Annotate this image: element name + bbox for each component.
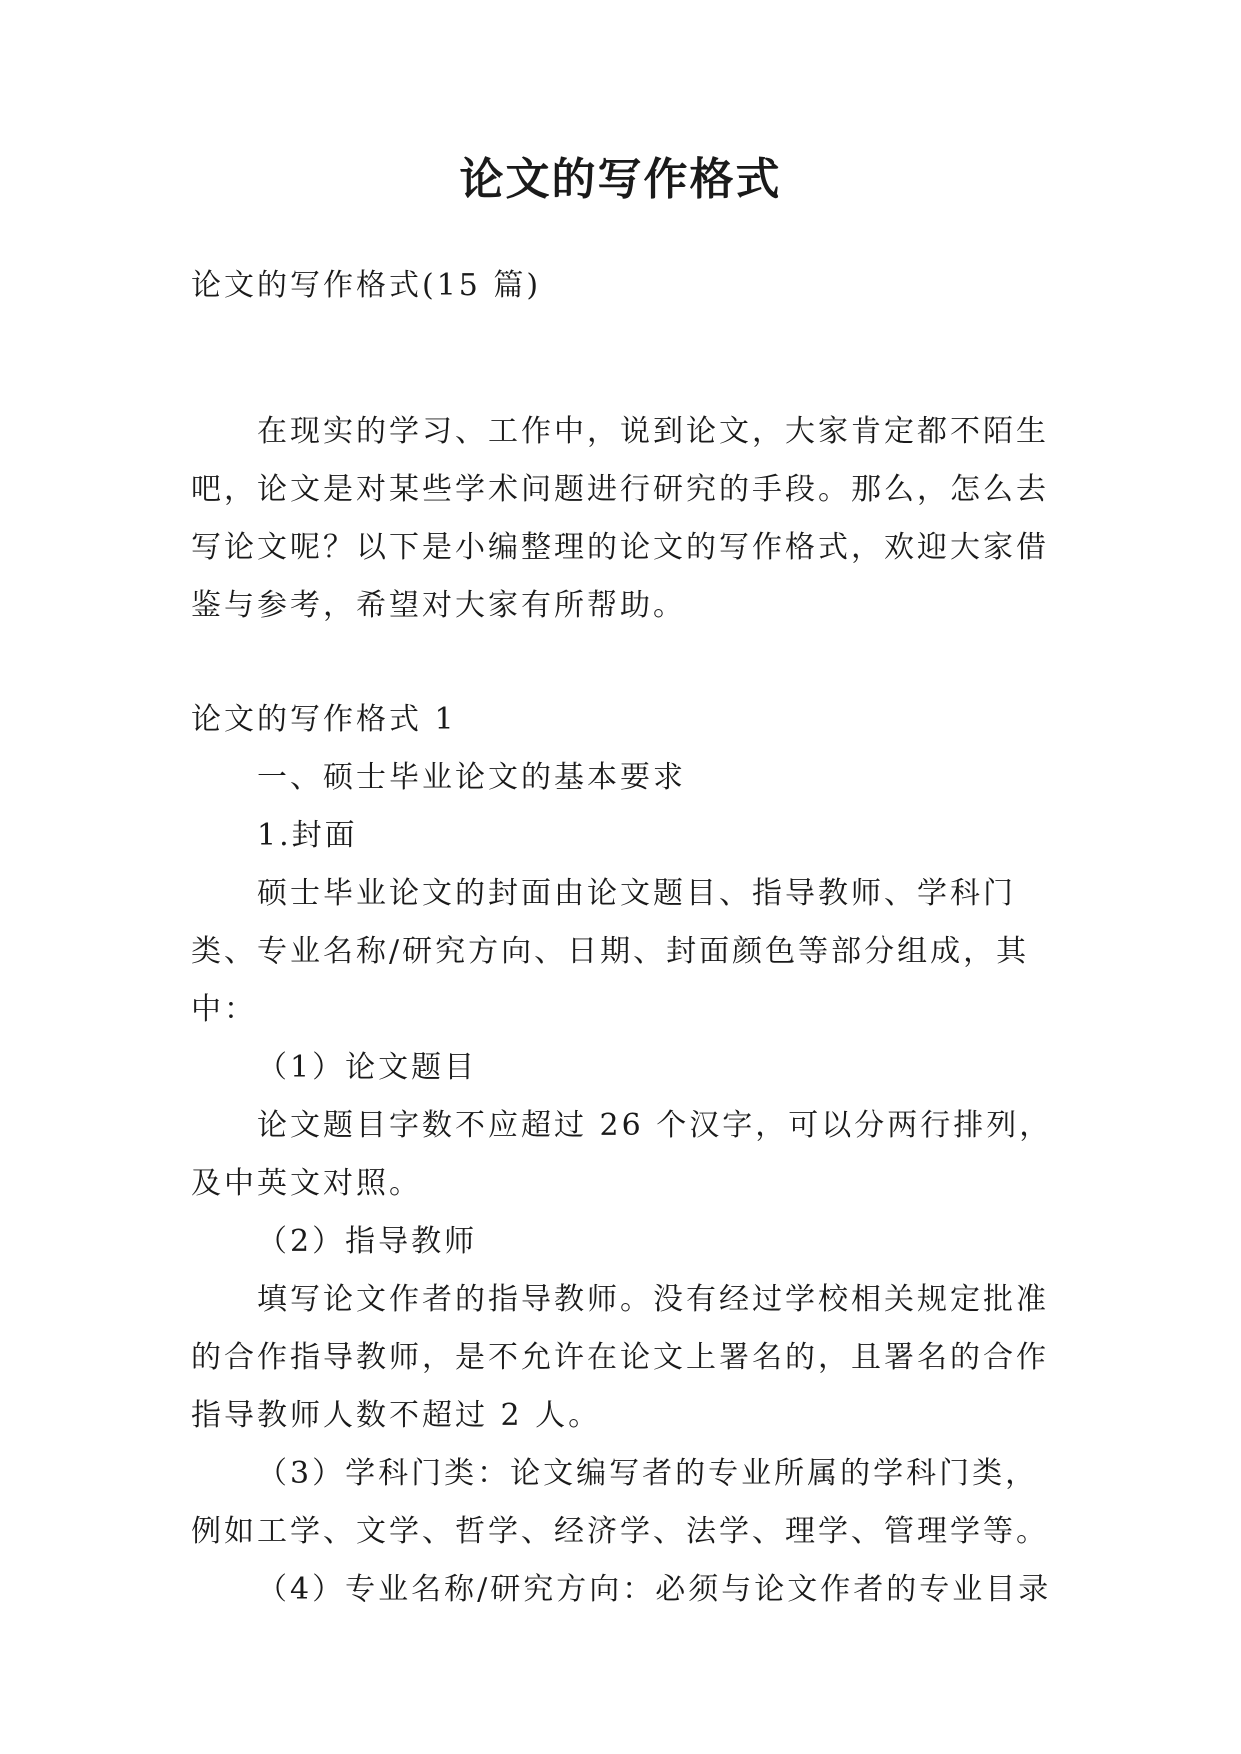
section-heading: 论文的写作格式 1 bbox=[191, 702, 457, 737]
paragraph-cover-composition: 硕士毕业论文的封面由论文题目、指导教师、学科门类、专业名称/研究方向、日期、封面颜色等部分组成，其中： bbox=[191, 876, 1030, 1027]
paragraph-thesis-title: 论文题目字数不应超过 26 个汉字，可以分两行排列，及中英文对照。 bbox=[191, 1108, 1053, 1201]
document-subtitle: 论文的写作格式(15 篇) bbox=[191, 268, 542, 303]
heading-cover: 1.封面 bbox=[257, 818, 358, 853]
intro-paragraph: 在现实的学习、工作中，说到论文，大家肯定都不陌生吧，论文是对某些学术问题进行研究的手段。那么，怎么去写论文呢？以下是小编整理的论文的写作格式，欢迎大家借鉴与参考，希望对大家有所帮助。 bbox=[191, 414, 1049, 623]
paragraph-discipline: （3）学科门类：论文编写者的专业所属的学科门类，例如工学、文学、哲学、经济学、法学、理学、管理学等。 bbox=[191, 1456, 1049, 1549]
intro-section bbox=[191, 403, 1061, 635]
heading-basic-requirements: 一、硕士毕业论文的基本要求 bbox=[257, 760, 686, 795]
paragraph-advisor: 填写论文作者的指导教师。没有经过学校相关规定批准的合作指导教师，是不允许在论文上署名的，且署名的合作指导教师人数不超过 2 人。 bbox=[191, 1282, 1049, 1433]
paragraph-major: （4）专业名称/研究方向：必须与论文作者的专业目录 bbox=[257, 1572, 1052, 1607]
heading-thesis-title: （1）论文题目 bbox=[257, 1050, 478, 1085]
heading-advisor: （2）指导教师 bbox=[257, 1224, 478, 1259]
content-section bbox=[191, 691, 1061, 1619]
document-title: 论文的写作格式 bbox=[459, 154, 782, 205]
